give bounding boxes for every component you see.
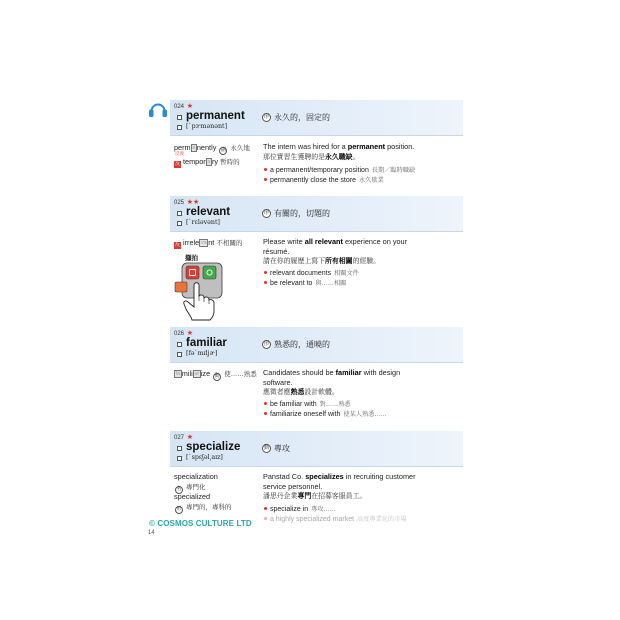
illustration-label: 擷拍 [185, 255, 198, 262]
entry-number: 026 [174, 331, 185, 337]
phrase [263, 279, 346, 288]
example-sentence-zh [263, 257, 380, 266]
antonym-label: 反義 [175, 151, 184, 156]
checkbox-icon [177, 125, 182, 130]
sentence-part: 請在你的履歷上寫下 [263, 258, 326, 265]
checkbox-icon [177, 342, 182, 347]
phrase [263, 269, 359, 278]
definition [262, 208, 330, 219]
word-part: nently [196, 143, 217, 152]
definition [262, 443, 290, 454]
phrase-zh: 使某人熟悉…… [343, 411, 387, 418]
related-meaning: 使……熟悉 [224, 371, 257, 378]
checkbox-icon [177, 456, 182, 461]
headword: familiar [186, 337, 227, 349]
sentence-part: Panstad Co. [263, 472, 306, 481]
sentence-part: 的經驗。 [352, 258, 381, 265]
related-meaning: 暫時的 [220, 159, 240, 166]
phonetic: [ˋspɛʃəl͵aɪz] [186, 454, 223, 461]
phrase [263, 176, 384, 185]
green-key [203, 266, 216, 279]
watermark: © COSMOS CULTURE LTD [149, 519, 252, 528]
entry-number: 024 [174, 104, 185, 110]
word-part: perm [174, 143, 191, 152]
entry-header-specialize [170, 431, 463, 467]
related-meaning: 專門化 [186, 484, 206, 491]
checkbox-icon [177, 211, 182, 216]
sentence-part: 應徵者應 [263, 389, 291, 396]
sentence-part: experience on your [342, 237, 408, 246]
definition [262, 112, 330, 123]
bullet-icon [264, 271, 267, 274]
part-of-speech-icon: 形 [176, 506, 182, 512]
sentence-keyword: familiar [335, 368, 362, 377]
antonym-word [174, 238, 242, 249]
antonym-word [174, 157, 240, 168]
checkbox-icon [177, 221, 182, 226]
antonym-tag-icon: 反 [174, 242, 180, 248]
definition [262, 339, 330, 350]
sentence-part: Candidates should be [263, 368, 336, 377]
example-sentence-zh [263, 153, 359, 162]
phrase-en: specialize in [270, 506, 309, 513]
related-word: specialization [174, 472, 218, 481]
star-rating: ★ [186, 434, 193, 441]
example-sentence-en-continued [263, 247, 289, 256]
sentence-part: 設計軟體。 [304, 389, 339, 396]
example-sentence-zh [263, 492, 366, 501]
word-part: ry [211, 157, 219, 166]
part-of-speech-icon: 形 [262, 113, 271, 122]
sentence-part: 潘思丹企業 [263, 493, 298, 500]
sentence-part: position. [385, 142, 415, 151]
headword: relevant [186, 206, 231, 218]
phrase-zh: 對……熟悉 [319, 401, 351, 408]
word-part: nt [208, 238, 215, 247]
sentence-part: software. [263, 378, 293, 387]
bullet-icon [264, 281, 267, 284]
example-sentence-en [263, 472, 416, 481]
sentence-keyword: 專門 [297, 493, 312, 500]
example-sentence-en [263, 142, 414, 151]
part-of-speech-icon: 動 [214, 373, 220, 379]
headword: permanent [186, 110, 245, 122]
sentence-part: with design [361, 368, 401, 377]
example-sentence-zh [263, 388, 339, 397]
hand-pressing-button-illustration [170, 251, 228, 321]
bullet-icon [264, 412, 267, 415]
spelling-blank: a [207, 159, 211, 165]
sentence-keyword: 所有相關 [325, 258, 353, 265]
entry-number: 025 [174, 200, 185, 206]
sentence-part: 那位實習生獲聘的是 [263, 154, 326, 161]
star-rating: ★★ [186, 199, 200, 206]
entry-header-familiar [170, 327, 463, 363]
orange-key [175, 282, 187, 292]
phrase [263, 400, 351, 409]
sentence-part: résumé. [263, 247, 290, 256]
spelling-blank: va [200, 240, 207, 246]
definition-text: 專攻 [274, 444, 290, 453]
sentence-keyword: 永久職缺 [325, 154, 353, 161]
bullet-icon [264, 402, 267, 405]
phrase-zh: 長期／臨時職缺 [371, 167, 416, 174]
star-rating: ★ [186, 103, 193, 110]
example-sentence-en [263, 237, 407, 246]
definition-text: 有關的，切題的 [274, 209, 330, 218]
definition-text: 熟悉的，通曉的 [274, 340, 330, 349]
phonetic: [ˋpɝmənənt] [186, 123, 228, 130]
phrase-en: a highly specialized market [270, 516, 355, 523]
phrase-zh: 高度專業化的市場 [357, 516, 407, 523]
phrase-zh: 專攻…… [311, 506, 336, 513]
bullet-icon [264, 507, 267, 510]
definition-text: 永久的，固定的 [274, 113, 330, 122]
sentence-keyword: permanent [347, 142, 386, 151]
sentence-part: The intern was hired for a [263, 142, 348, 151]
related-meaning: 不相關的 [216, 240, 243, 247]
entry-header-permanent [170, 100, 463, 136]
phrase-zh: 相關文件 [334, 270, 359, 277]
related-meaning: 專門的，專科的 [186, 504, 232, 511]
word-part: mili [181, 369, 193, 378]
page-number: 14 [148, 530, 155, 536]
part-of-speech-icon: 動 [262, 444, 271, 453]
phrase [263, 410, 387, 419]
sentence-keyword: specializes [305, 472, 344, 481]
checkbox-icon [177, 446, 182, 451]
word-part: irrele [183, 238, 200, 247]
phrase [263, 166, 415, 175]
spelling-blank: fa [175, 371, 181, 377]
phrase [263, 505, 336, 514]
spelling-blank: a [192, 145, 196, 151]
headphones-icon [148, 100, 168, 118]
sentence-keyword: 熟悉 [290, 389, 305, 396]
part-of-speech-icon: 副 [220, 147, 226, 153]
phrase-en: be relevant to [270, 280, 313, 287]
phrase [263, 515, 407, 524]
sentence-part: 。 [352, 154, 360, 161]
sentence-part: 在招募客服員工。 [311, 493, 367, 500]
entry-number: 027 [174, 435, 185, 441]
related-word: specialized [174, 492, 211, 501]
sentence-part: service personnel. [263, 482, 323, 491]
entry-header-relevant [170, 196, 463, 232]
phrase-en: permanently close the store [270, 177, 356, 184]
spelling-blank: ar [194, 371, 200, 377]
red-key [186, 266, 199, 279]
phrase-en: a permanent/temporary position [270, 167, 369, 174]
related-meaning-line [174, 502, 232, 514]
related-word [174, 369, 257, 381]
bullet-icon [264, 168, 267, 171]
checkbox-icon [177, 115, 182, 120]
bullet-icon [264, 178, 267, 181]
example-sentence-en-continued [263, 482, 322, 491]
related-word [174, 143, 250, 155]
phrase-en: familiarize oneself with [270, 411, 341, 418]
phrase-zh: 與……相關 [315, 280, 347, 287]
phrase-zh: 永久歇業 [359, 177, 384, 184]
related-meaning: 永久地 [230, 145, 250, 152]
sentence-keyword: all relevant [304, 237, 343, 246]
bullet-icon [264, 517, 267, 520]
phrase-en: relevant documents [270, 270, 332, 277]
sentence-part: in recruiting customer [343, 472, 416, 481]
headword: specialize [186, 441, 241, 453]
part-of-speech-icon: 形 [262, 340, 271, 349]
word-part: tempor [183, 157, 206, 166]
checkbox-icon [177, 352, 182, 357]
part-of-speech-icon: 形 [262, 209, 271, 218]
word-part: ize [200, 369, 211, 378]
example-sentence-en [263, 368, 400, 377]
example-sentence-en-continued [263, 378, 293, 387]
part-of-speech-icon: 名 [176, 486, 182, 492]
sentence-part: Please write [263, 237, 305, 246]
phrase-en: be familiar with [270, 401, 317, 408]
antonym-tag-icon: 反 [174, 161, 180, 167]
phonetic: [ˋrɛləvənt] [186, 219, 220, 226]
star-rating: ★ [186, 330, 193, 337]
phonetic: [fəˋmɪljɚ] [186, 350, 218, 357]
